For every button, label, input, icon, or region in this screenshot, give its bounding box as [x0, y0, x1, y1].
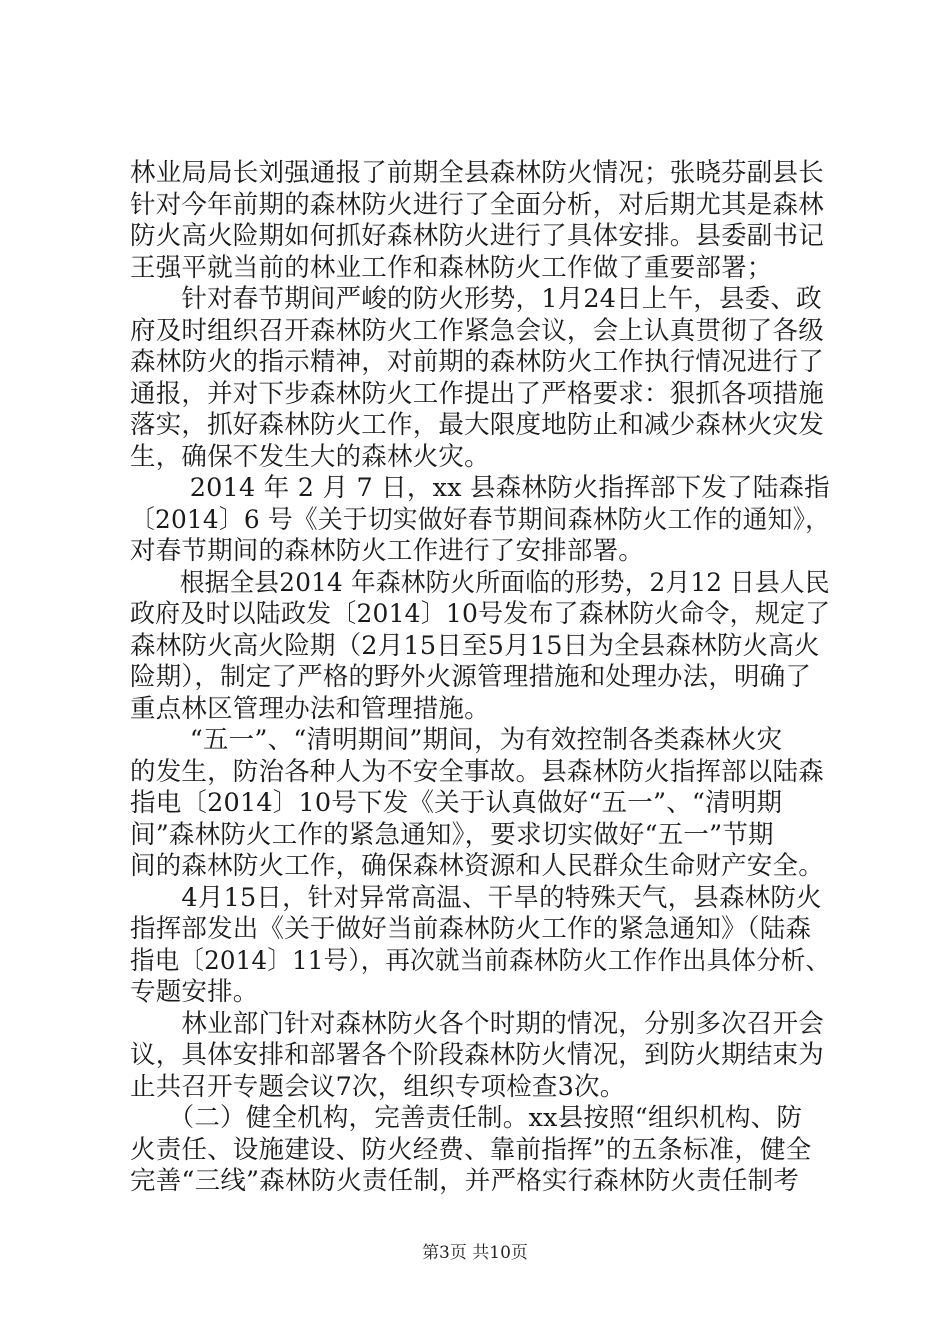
text-line: 2014 年 2 月 7 日，xx 县森林防火指挥部下发了陆森指 [130, 473, 830, 503]
text-line: 指挥部发出《关于做好当前森林防火工作的紧急通知》（陆森 [130, 914, 812, 944]
text-line: 4月15日，针对异常高温、干旱的特殊天气，县森林防火 [130, 882, 822, 913]
text-line: 生，确保不发生大的森林火灾。 [130, 441, 490, 472]
text-line: 通报，并对下步森林防火工作提出了严格要求：狠抓各项措施 [130, 378, 824, 409]
text-line: 防火高火险期如何抓好森林防火进行了具体安排。县委副书记 [130, 221, 824, 251]
text-line: 的发生，防治各种人为不安全事故。县森林防火指挥部以陆森 [130, 756, 824, 787]
text-line: 王强平就当前的林业工作和森林防火工作做了重要部署； [130, 252, 773, 283]
body-text [130, 158, 830, 1198]
text-line: 政府及时以陆政发〔2014〕10号发布了森林防火命令，规定了 [130, 599, 831, 629]
text-line: 重点林区管理办法和管理措施。 [130, 693, 490, 724]
text-line: 〔2014〕6 号《关于切实做好春节期间森林防火工作的通知》， [130, 504, 831, 535]
text-line: 府及时组织召开森林防火工作紧急会议，会上认真贯彻了各级 [130, 315, 824, 346]
text-line: 森林防火高火险期（2月15日至5月15日为全县森林防火高火 [130, 630, 820, 661]
text-line: 林业部门针对森林防火各个时期的情况，分别多次召开会 [130, 1008, 824, 1039]
text-line: 止共召开专题会议7次，组织专项检查3次。 [130, 1071, 626, 1102]
text-line: 林业局局长刘强通报了前期全县森林防火情况；张晓芬副县长 [130, 158, 824, 188]
text-line: 间的森林防火工作，确保森林资源和人民群众生命财产安全。 [130, 851, 824, 881]
text-line: 间”森林防火工作的紧急通知》，要求切实做好“五一”节期 [130, 819, 774, 850]
text-line: 针对春节期间严峻的防火形势，1月24日上午，县委、政 [130, 284, 822, 314]
text-line: 对春节期间的森林防火工作进行了安排部署。 [130, 536, 645, 566]
text-line: （二）健全机构，完善责任制。xx县按照“组织机构、防 [130, 1103, 803, 1133]
text-line: 指电〔2014〕10号下发《关于认真做好“五一”、“清明期 [130, 788, 783, 818]
text-line: 议，具体安排和部署各个阶段森林防火情况，到防火期结束为 [130, 1040, 824, 1070]
page-footer: 第3页 共10页 [422, 1243, 528, 1263]
text-line: 火责任、设施建设、防火经费、靠前指挥”的五条标准，健全 [130, 1134, 812, 1165]
text-line: 根据全县2014 年森林防火所面临的形势，2月12 日县人民 [130, 567, 830, 598]
text-line: 落实，抓好森林防火工作，最大限度地防止和减少森林火灾发 [130, 410, 824, 440]
text-line: 险期），制定了严格的野外火源管理措施和处理办法，明确了 [130, 662, 812, 692]
text-line: 森林防火的指示精神，对前期的森林防火工作执行情况进行了 [130, 347, 824, 377]
text-line: 指电〔2014〕11号），再次就当前森林防火工作作出具体分析、 [130, 945, 831, 976]
text-line: 完善“三线”森林防火责任制，并严格实行森林防火责任制考 [130, 1166, 799, 1196]
text-line: 专题安排。 [130, 977, 259, 1007]
text-line: 针对今年前期的森林防火进行了全面分析，对后期尤其是森林 [130, 189, 824, 220]
text-line: “五一”、“清明期间”期间，为有效控制各类森林火灾 [130, 725, 783, 755]
